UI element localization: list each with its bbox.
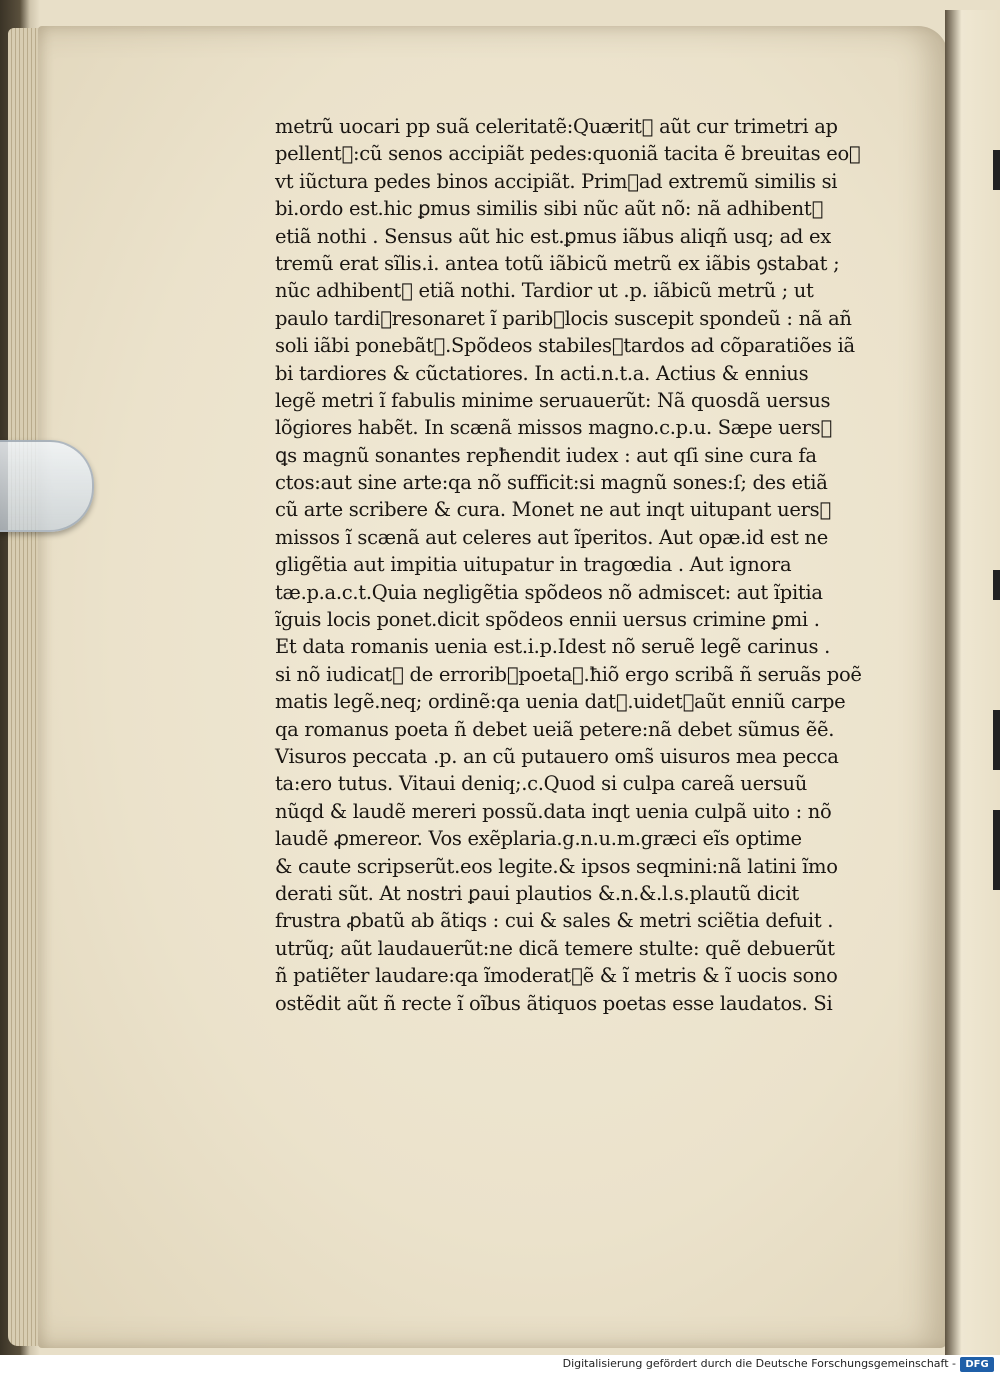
text-line: bi.ordo est.hic ꝑmus similis sibi nũc aũt nõ: nã adhibent᷑ (275, 197, 824, 221)
text-line: lõgiores habẽt. In scænã missos magno.c.p.u. Sæpe uers᷒ (275, 416, 833, 440)
facing-page-mark (993, 570, 1000, 600)
text-line: etiã nothi . Sensus aũt hic est.ꝑmus iãbus aliqñ usq; ad ex (275, 224, 831, 248)
text-line: Visuros peccata .p. an cũ putauero oms̃ uisuros mea pecca (275, 744, 839, 768)
text-line: frustra ꝓbatũ ab ãtiqs : cui & sales & metri sciẽtia defuit . (275, 909, 834, 933)
text-line: tremũ erat sĩlis.i. antea totũ iãbicũ metrũ ex iãbis ꝯstabat ; (275, 251, 840, 275)
text-line: laudẽ ꝓmereor. Vos exẽplaria.g.n.u.m.græci eĩs optime (275, 827, 802, 851)
text-line: missos ĩ scænã aut celeres aut ĩperitos. Aut opæ.id est ne (275, 525, 828, 549)
facing-page-mark (993, 150, 1000, 190)
plastic-clip (0, 440, 94, 532)
text-line: soli iãbi ponebãt᷑.Spõdeos stabiles᷑tardos ad cõparatiões iã (275, 334, 855, 358)
text-line: nũqd & laudẽ mereri possũ.data inqt uenia culpã uito : nõ (275, 799, 832, 823)
text-line: matis legẽ.neq; ordinẽ:qa uenia dat᷑.uidet᷑aũt enniũ carpe (275, 690, 846, 714)
dfg-logo: DFG (960, 1357, 994, 1372)
text-line: vt iũctura pedes binos accipiãt. Prim᷒ad extremũ similis si (275, 169, 838, 193)
text-block (275, 113, 862, 1017)
text-line: legẽ metri ĩ fabulis minime seruauerũt: Nã quosdã uersus (275, 388, 831, 412)
footer-credit: Digitalisierung gefördert durch die Deutsche Forschungsgemeinschaft - (562, 1357, 956, 1370)
text-line: nũc adhibent᷑ etiã nothi. Tardior ut .p. iãbicũ metrũ ; ut (275, 279, 814, 303)
text-line: derati sũt. At nostri ꝑaui plautios &.n.&.l.s.plautũ dicit (275, 881, 799, 905)
text-line: ꝗs magnũ sonantes repħendit iudex : aut qſi sine cura fa (275, 443, 817, 467)
text-line: ctos:aut sine arte:qa nõ sufficit:si magnũ sones:ſ; des etiã (275, 471, 828, 495)
text-line: ostẽdit aũt ñ recte ĩ oĩbus ãtiquos poetas esse laudatos. Si (275, 991, 833, 1015)
text-line: pellent᷑:cũ senos accipiãt pedes:quoniã tacita ẽ breuitas eoꝝ (275, 142, 861, 166)
text-line: gligẽtia aut impitia uitupatur in tragœdia . Aut ignora (275, 553, 792, 577)
text-line: ĩguis locis ponet.dicit spõdeos ennii uersus crimine ꝑmi . (275, 608, 820, 632)
text-line: qa romanus poeta ñ debet ueiã petere:nã debet sũmus ẽẽ. (275, 717, 835, 741)
text-line: tæ.p.a.c.t.Quia negligẽtia spõdeos nõ admiscet: aut ĩpitia (275, 580, 823, 604)
facing-page-mark (993, 810, 1000, 890)
footer-bar (0, 1355, 1000, 1375)
text-line: Et data romanis uenia est.i.p.Idest nõ seruẽ legẽ carinus . (275, 635, 830, 659)
text-line: ñ patiẽter laudare:qa ĩmoderat᷒ẽ & ĩ metris & ĩ uocis sono (275, 964, 838, 988)
facing-page-edge (945, 10, 1000, 1355)
text-line: utrũq; aũt laudauerũt:ne dicã temere stulte: quẽ debuerũt (275, 936, 835, 960)
text-line: paulo tardi᷒resonaret ĩ parib᷒locis suscepit spondeũ : nã añ (275, 306, 852, 330)
text-line: & caute scripserũt.eos legite.& ipsos seqmini:nã latini ĩmo (275, 854, 838, 878)
text-line: metrũ uocari pp suã celeritatẽ:Quærit᷑ aũt cur trimetri ap (275, 115, 838, 138)
text-line: ta:ero tutus. Vitaui deniq;.c.Quod si culpa careã uersuũ (275, 772, 808, 796)
text-line: cũ arte scribere & cura. Monet ne aut inqt uitupant uers᷒ (275, 498, 832, 522)
text-line: si nõ iudicat᷑ de errorib᷒poetaꝝ.ħiõ ergo scribã ñ seruãs poẽ (275, 662, 862, 686)
text-line: bi tardiores & cũctatiores. In acti.n.t.a. Actius & ennius (275, 361, 809, 385)
facing-page-mark (993, 710, 1000, 770)
